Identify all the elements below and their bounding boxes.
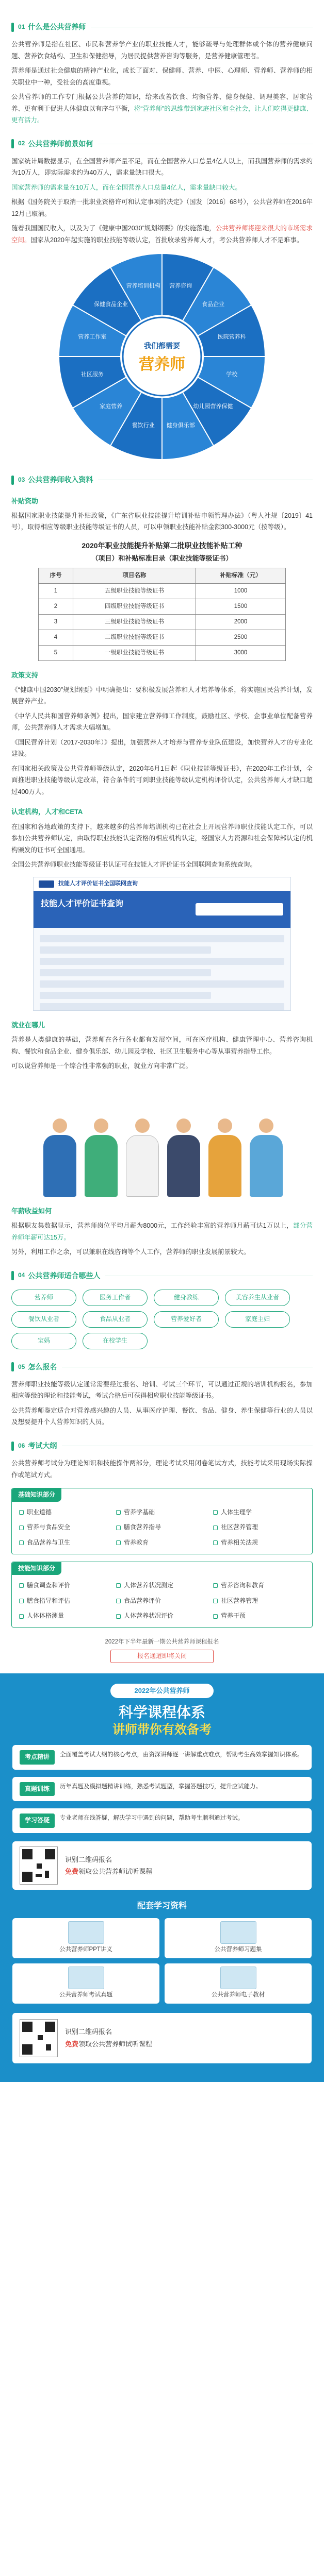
section-title: 公共营养师适合哪些人 xyxy=(28,1271,101,1280)
portal-banner-title: 技能人才评价证书查询 xyxy=(41,899,124,908)
cell-no: 4 xyxy=(39,630,73,645)
paragraph: 国家统计局数据显示，在全国营养师产量不足，而在全国营养人口总量4亿人以上，而我国营养师的需求约为10万人，即实际需求约为40万人，需求量缺口很大。 xyxy=(11,157,313,177)
promo-subtitle: 讲师带你有效备考 xyxy=(112,1722,212,1737)
person-head xyxy=(94,1118,108,1133)
exam-item xyxy=(213,1537,305,1549)
exam-item-label: 人体生理学 xyxy=(221,1508,252,1516)
checkbox-icon xyxy=(116,1510,121,1515)
cell-amount: 3000 xyxy=(196,645,286,660)
checkbox-icon xyxy=(19,1583,24,1588)
exam-item-label: 社区营养管理 xyxy=(221,1597,258,1604)
section-number: 06 xyxy=(18,1442,25,1449)
section-bar xyxy=(11,1271,14,1280)
section-header-syllabus xyxy=(11,1439,313,1452)
exam-item-label: 营养教育 xyxy=(124,1538,149,1546)
audience-pill: 宝妈 xyxy=(11,1333,76,1349)
exam-item xyxy=(213,1580,305,1591)
cell-amount: 2500 xyxy=(196,630,286,645)
section-title: 公共营养师前景如何 xyxy=(28,139,93,148)
promo-card xyxy=(12,1745,312,1770)
sub-heading: 就业在哪儿 xyxy=(11,1021,45,1029)
highlight-paragraph: 国家营养师的需求量在10万人，而在全国营养人口总量4亿人，需求量缺口较大。 xyxy=(11,183,241,191)
section-bar xyxy=(11,476,14,485)
checkbox-icon xyxy=(213,1599,218,1603)
person-head xyxy=(176,1118,191,1133)
paragraph: 公共营养师考试分为理论知识和技能操作两部分，理论考试采用闭卷笔试方式，技能考试采用现场实际操作或笔试方式。 xyxy=(11,1460,313,1479)
checkbox-icon xyxy=(19,1510,24,1515)
wheel-segment-label: 营养工作室 xyxy=(78,334,107,341)
exam-item xyxy=(116,1611,208,1622)
exam-item-label: 膳食指导和评估 xyxy=(27,1597,71,1604)
table-row xyxy=(39,630,286,645)
section-bar xyxy=(11,1442,14,1451)
section-number: 01 xyxy=(18,23,25,30)
checkbox-icon xyxy=(19,1614,24,1619)
portal-row xyxy=(40,969,211,976)
exam-item xyxy=(116,1580,208,1591)
person-head xyxy=(135,1118,150,1133)
cell-no: 2 xyxy=(39,599,73,614)
wheel-segment-label: 幼儿园营养保健 xyxy=(193,403,233,410)
sub-heading: 补贴资助 xyxy=(11,497,39,505)
exam-item xyxy=(19,1507,111,1518)
section-header-suitable xyxy=(11,1269,313,1282)
table-header-row xyxy=(39,568,286,583)
person-figure xyxy=(250,1118,283,1197)
exam-item xyxy=(19,1611,111,1622)
checkbox-icon xyxy=(116,1599,121,1603)
audience-pill: 美容养生从业者 xyxy=(225,1290,290,1306)
spacer xyxy=(11,1663,313,1673)
exam-item xyxy=(213,1611,305,1622)
section-number: 05 xyxy=(18,1363,25,1370)
portal-name: 技能人才评价证书全国联网查询 xyxy=(58,880,138,887)
cell-no: 1 xyxy=(39,583,73,599)
checkbox-icon xyxy=(19,1599,24,1603)
section-number: 04 xyxy=(18,1272,25,1279)
career-wheel-diagram xyxy=(18,251,306,462)
highlight-text: 将“营养师”的思维带到家庭社区和全社会，让人们吃得更健康、更有活力。 xyxy=(11,105,313,124)
person-body xyxy=(208,1135,241,1197)
table-row xyxy=(39,614,286,630)
checkbox-icon xyxy=(116,1526,121,1530)
promo-tag: 学习答疑 xyxy=(20,1814,55,1828)
wheel-segment-label: 学校 xyxy=(226,371,238,378)
certificate-portal-screenshot xyxy=(33,877,291,1011)
promo-card-text: 历年真题及模拟题精讲训练，熟悉考试题型，掌握答题技巧，提升应试能力。 xyxy=(60,1783,262,1790)
checkbox-icon xyxy=(116,1614,121,1619)
exam-grid xyxy=(12,1575,312,1622)
audience-pill: 健身教练 xyxy=(154,1290,219,1306)
paragraph: 在国家和各地政策的支持下，越来越多的营养师培训机构已在社会上开展营养师职业技能认定工作，可以参加公共营养师认定，由取得职业技能认定资格的相应机构认定，经国家人力资源和社会保障部认定的机构颁发的证书可全国通用。 xyxy=(11,823,313,854)
highlight-text: 部分营养师年薪可达15万。 xyxy=(11,1222,313,1241)
materials-grid xyxy=(12,1918,312,2004)
section-bar xyxy=(11,139,14,148)
book-icon xyxy=(68,1921,104,1944)
wheel-segment-label: 营养培训机构 xyxy=(126,283,160,290)
wheel-segment-label: 食品企业 xyxy=(201,301,224,308)
qr-code-icon[interactable] xyxy=(20,1846,58,1885)
paragraph: 营养是人类健康的基础，营养师在各行各业都有发展空间，可在医疗机构、健康管理中心、营养咨询机构、餐饮和食品企业、健身俱乐部、幼儿园及学校、社区卫生服务中心等从事营养指导工作。 xyxy=(11,1036,313,1055)
table-row xyxy=(39,599,286,614)
material-label: 公共营养师习题集 xyxy=(214,1946,262,1953)
exam-item xyxy=(213,1596,305,1607)
checkbox-icon xyxy=(116,1540,121,1545)
paragraph: 在国家相关政策及公共营养师等级认定，2020年6月1日起《职业技能等级证书》，在2020年工作计划，全面推进职业技能等级认定改革，符合条件的可到职业技能等级认定机构评价认定，公共营养师人才缺口超过400万人。 xyxy=(11,765,313,795)
exam-item-label: 人体营养状况测定 xyxy=(124,1582,174,1589)
person-head xyxy=(218,1118,232,1133)
exam-box-basic xyxy=(11,1488,313,1554)
promo-title: 科学课程体系 xyxy=(118,1704,205,1720)
section-title: 考试大纲 xyxy=(28,1441,57,1450)
materials-heading: 配套学习资料 xyxy=(137,1901,187,1910)
paragraph: 全国公共营养师职业技能等级证书认证可在技能人才评价证书全国联网查询系统查询。 xyxy=(11,861,257,869)
section-bar xyxy=(11,1362,14,1371)
portal-row xyxy=(40,980,284,988)
promo-card xyxy=(12,1808,312,1833)
cell-amount: 2000 xyxy=(196,614,286,630)
exam-item xyxy=(19,1522,111,1533)
checkbox-icon xyxy=(213,1614,218,1619)
portal-topbar xyxy=(34,877,290,892)
paragraph xyxy=(11,223,313,246)
table-row xyxy=(39,645,286,660)
paragraph: 公共营养师鉴定适合对营养感兴趣的人员、从事医疗护理、餐饮、食品、健身、养生保健等行业的人员以及想要提升个人营养知识的人员。 xyxy=(11,1406,313,1426)
book-icon xyxy=(68,1967,104,1989)
col-header-amount: 补贴标准（元） xyxy=(196,568,286,583)
checkbox-icon xyxy=(213,1510,218,1515)
checkbox-icon xyxy=(213,1540,218,1545)
person-figure xyxy=(43,1118,76,1197)
sub-heading: 政策支持 xyxy=(11,671,39,679)
enrollment-note: 2022年下半年最新一期公共营养师课程报名 xyxy=(105,1638,219,1645)
book-icon xyxy=(220,1921,256,1944)
audience-pill: 食品从业者 xyxy=(83,1311,148,1328)
exam-item-label: 营养相关法规 xyxy=(221,1538,258,1546)
paragraph xyxy=(11,1220,313,1243)
portal-search-input[interactable] xyxy=(196,903,283,916)
person-head xyxy=(259,1118,273,1133)
exam-box-title: 技能知识部分 xyxy=(12,1562,61,1575)
paragraph: 根据国家职业技能提升补贴政策，《广东省职业技能提升培训补贴申领管理办法》（粤人社规〔2019〕41号），取得相应等级职业技能等级证书的人员，可以申领职业技能补贴金额300-3000元（按等级）。 xyxy=(11,512,313,531)
person-figure xyxy=(167,1118,200,1197)
exam-item xyxy=(116,1537,208,1549)
exam-item xyxy=(19,1537,111,1549)
wheel-segment-label: 营养咨询 xyxy=(169,283,192,290)
portal-row xyxy=(40,992,211,999)
cell-name: 五级职业技能等级证书 xyxy=(73,583,196,599)
exam-item xyxy=(213,1507,305,1518)
qr-text xyxy=(65,2026,152,2050)
material-card xyxy=(165,1963,312,2004)
portal-logo-icon xyxy=(39,880,54,888)
exam-item-label: 食品营养评价 xyxy=(124,1597,161,1604)
portal-content xyxy=(34,928,290,1018)
person-body xyxy=(167,1135,200,1197)
section-number: 03 xyxy=(18,476,25,484)
audience-pills xyxy=(11,1290,313,1349)
exam-item xyxy=(213,1522,305,1533)
wheel-segment-label: 社区服务 xyxy=(80,371,104,378)
paragraph: 公共营养师是指在社区、市民和营养学产业的职业技能人才，能够疏导与处理群体或个体的营养健康问题、营养饮食结构、卫生和保健指导，为居民提供营养咨询等服务，是营养健康管理者。 xyxy=(11,41,313,60)
wheel-center-title: 营养师 xyxy=(139,356,185,374)
section-number: 02 xyxy=(18,140,25,147)
exam-item-label: 社区营养管理 xyxy=(221,1523,258,1531)
enroll-button[interactable]: 报名通道即将关闭 xyxy=(110,1650,214,1663)
exam-item-label: 职业道德 xyxy=(27,1508,52,1516)
exam-grid xyxy=(12,1502,312,1549)
col-header-name: 项目名称 xyxy=(73,568,196,583)
person-figure xyxy=(85,1118,118,1197)
cell-amount: 1000 xyxy=(196,583,286,599)
exam-item-label: 人体体格测量 xyxy=(27,1612,64,1620)
checkbox-icon xyxy=(19,1540,24,1545)
wheel-segment-label: 健身俱乐部 xyxy=(166,422,195,429)
exam-item-label: 食品营养与卫生 xyxy=(27,1538,71,1546)
exam-item-label: 人体营养状况评价 xyxy=(124,1612,174,1620)
professionals-illustration xyxy=(33,1078,291,1197)
wheel-segment-label: 餐饮行业 xyxy=(132,422,155,429)
section-bar xyxy=(11,23,14,32)
qr-signup-row[interactable] xyxy=(12,1841,312,1890)
paragraph: 可以说营养师是一个综合性非常强的职业，就业方向非常广泛。 xyxy=(11,1062,192,1070)
section-header-prospects xyxy=(11,138,313,150)
exam-box-title: 基础知识部分 xyxy=(12,1488,61,1502)
exam-item-label: 膳食营养指导 xyxy=(124,1523,161,1531)
material-card xyxy=(12,1918,159,1958)
exam-item-label: 营养干预 xyxy=(221,1612,246,1620)
wheel-center-caption: 我们都需要 xyxy=(144,342,180,350)
material-label: 公共营养师PPT讲义 xyxy=(59,1946,112,1953)
col-header-no: 序号 xyxy=(39,568,73,583)
book-icon xyxy=(220,1967,256,1989)
section-title: 公共营养师收入资料 xyxy=(28,476,93,484)
paragraph: 另外，利用工作之余，可以兼职在线咨询等个人工作，营养师的职业发展前景较大。 xyxy=(11,1248,250,1256)
cell-amount: 1500 xyxy=(196,599,286,614)
checkbox-icon xyxy=(19,1526,24,1530)
material-card xyxy=(12,1963,159,2004)
material-card xyxy=(165,1918,312,1958)
qr-code-icon[interactable] xyxy=(20,2019,58,2057)
audience-pill: 营养师 xyxy=(11,1290,76,1306)
exam-item xyxy=(19,1580,111,1591)
cell-name: 四级职业技能等级证书 xyxy=(73,599,196,614)
text-span: 根据职友集数据显示，营养师岗位平均月薪为8000元，工作经验丰富的营养师月薪可达1万以上， xyxy=(11,1222,293,1230)
table-row xyxy=(39,583,286,599)
paragraph: 根据《国务院关于取消一批职业资格许可和认定事项的决定》（国发〔2016〕68号），公共营养师在2016年12月已取消。 xyxy=(11,198,313,217)
table-subtitle: （项目）和补贴标准目录（职业技能等级证书） xyxy=(91,554,233,563)
audience-pill: 餐饮从业者 xyxy=(11,1311,76,1328)
section-header-what-is xyxy=(11,21,313,33)
checkbox-icon xyxy=(213,1583,218,1588)
paragraph: 《国民营养计划（2017-2030年）》提出，加强营养人才培养与营养专业队伍建设，加快营养人才的专业化建设。 xyxy=(11,738,313,758)
paragraph: 《“健康中国2030”规划纲要》中明确提出：要积极发展营养和人才培养等体系，将实施国民营养计划，发展营养产业。 xyxy=(11,686,313,705)
section-title: 什么是公共营养师 xyxy=(28,23,86,31)
cell-no: 5 xyxy=(39,645,73,660)
bottom-qr-row[interactable] xyxy=(12,2013,312,2063)
person-body xyxy=(250,1135,283,1197)
qr-text-line xyxy=(65,2038,152,2050)
portal-banner xyxy=(34,892,290,928)
qr-text-line: 识别二维码报名 xyxy=(65,1855,112,1863)
audience-pill: 家庭主妇 xyxy=(225,1311,290,1328)
exam-item xyxy=(116,1522,208,1533)
person-head xyxy=(53,1118,67,1133)
promo-badge: 2022年公共营养师 xyxy=(110,1684,214,1698)
person-body xyxy=(85,1135,118,1197)
text-span: 国家从2020年起实施的职业技能等级认定，首批收录营养师人才，考公共营养师人才不是难事。 xyxy=(30,236,303,244)
exam-item xyxy=(19,1596,111,1607)
paragraph: 营养师是通过社会健康的精神产业化，成长了面对、保健师、营养、中医、心理师、营养师、营养师的相关职业中一种，受社会的高度重视。 xyxy=(11,67,313,86)
paragraph: 营养师职业技能等级认定通常需要经过报名、培训、考试三个环节，可以通过正规的培训机构报名，参加相应等级的理论和技能考试，考试合格后可获得相应职业技能等级证书。 xyxy=(11,1380,313,1400)
qr-text-span: 领取公共营养师试听课程 xyxy=(78,2040,153,2048)
audience-pill: 在校学生 xyxy=(83,1333,148,1349)
sub-heading: 年薪收益如何 xyxy=(11,1207,52,1215)
section-header-how-to-apply xyxy=(11,1361,313,1374)
portal-row xyxy=(40,958,284,965)
audience-pill: 营养爱好者 xyxy=(154,1311,219,1328)
text-span: 公共营养师的工作专门根据公共营养的知识，给来改善饮食、均衡营养、健身保健、调理美容、居家营养、更有利于促进人体健康以有序与平衡， xyxy=(11,93,313,112)
exam-item-label: 营养学基础 xyxy=(124,1508,155,1516)
audience-pill: 医务工作者 xyxy=(83,1290,148,1306)
sub-heading: 认定机构，人才和CETA xyxy=(11,808,83,816)
qr-text-line xyxy=(65,1866,152,1877)
cell-name: 一级职业技能等级证书 xyxy=(73,645,196,660)
portal-row xyxy=(40,935,284,942)
person-figure xyxy=(126,1118,159,1197)
text-span: 随着我国国民收入，以及为了《健康中国2030”规划纲要》的实施落地， xyxy=(11,225,216,232)
qr-text-span: 领取公共营养师试听课程 xyxy=(78,1867,153,1875)
qr-text-line: 识别二维码报名 xyxy=(65,2028,112,2036)
wheel-segment-label: 保健食品企业 xyxy=(94,301,128,308)
person-body xyxy=(43,1135,76,1197)
qr-text xyxy=(65,1854,152,1878)
section-title: 怎么报名 xyxy=(28,1362,57,1371)
promo-tag: 真题训练 xyxy=(20,1782,55,1797)
paragraph xyxy=(11,91,313,126)
paragraph: 《中华人民共和国营养师条例》提出，国家建立营养师工作制度，鼓励社区、学校、企事业单位配备营养师，公共营养师人才需求大幅增加。 xyxy=(11,712,313,732)
promo-tag: 考点精讲 xyxy=(20,1750,55,1765)
checkbox-icon xyxy=(213,1526,218,1530)
cell-no: 3 xyxy=(39,614,73,630)
exam-item xyxy=(116,1507,208,1518)
cell-name: 二级职业技能等级证书 xyxy=(73,630,196,645)
section-header-income xyxy=(11,473,313,486)
subsidy-table xyxy=(38,568,286,661)
material-label: 公共营养师电子教材 xyxy=(211,1992,265,1998)
wheel-segment-label: 家庭营养 xyxy=(100,403,122,410)
portal-row xyxy=(40,1003,284,1010)
promo-card-text: 全面覆盖考试大纲的核心考点，由资深讲师逐一讲解重点难点，帮助考生高效掌握知识体系。 xyxy=(60,1752,303,1758)
promo-card xyxy=(12,1777,312,1802)
exam-item xyxy=(116,1596,208,1607)
material-label: 公共营养师考试真题 xyxy=(59,1992,113,1998)
exam-item-label: 营养与食品安全 xyxy=(27,1523,71,1531)
promo-card-text: 专业老师在线答疑，解决学习中遇到的问题，帮助考生顺利通过考试。 xyxy=(60,1815,244,1822)
red-text: 公共营养师将迎来很大的市场需求空间。 xyxy=(11,225,313,244)
exam-box-skills xyxy=(11,1562,313,1628)
person-body xyxy=(126,1135,159,1197)
portal-row xyxy=(40,946,211,954)
exam-item-label: 膳食调查和评价 xyxy=(27,1582,71,1589)
person-figure xyxy=(208,1118,241,1197)
wheel-segment-label: 医院营养科 xyxy=(217,334,246,341)
table-title: 2020年职业技能提升补贴第二批职业技能补贴工种 xyxy=(82,541,242,550)
exam-item-label: 营养咨询和教育 xyxy=(221,1582,265,1589)
cell-name: 三级职业技能等级证书 xyxy=(73,614,196,630)
course-promo-poster xyxy=(0,1673,324,2082)
qr-highlight: 免费 xyxy=(65,2040,79,2048)
qr-highlight: 免费 xyxy=(65,1867,79,1875)
checkbox-icon xyxy=(116,1583,121,1588)
